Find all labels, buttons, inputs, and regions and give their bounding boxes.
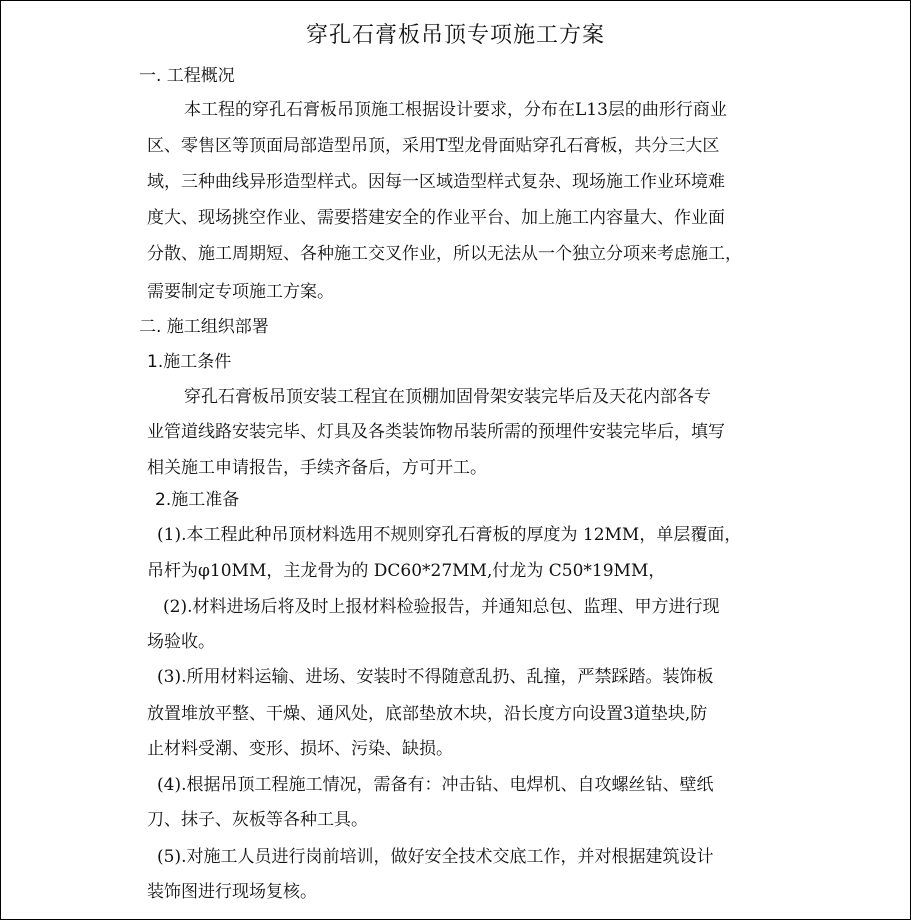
paragraph-line: 业管道线路安装完毕、灯具及各类装饰物吊装所需的预埋件安装完毕后，填写 (147, 422, 725, 442)
list-item-line: (5).对施工人员进行岗前培训，做好安全技术交底工作，并对根据建筑设计 (157, 847, 714, 867)
list-item-line: 止材料受潮、变形、损坏、污染、缺损。 (147, 739, 453, 759)
paragraph-line: 区、零售区等顶面局部造型吊顶，采用T型龙骨面贴穿孔石膏板，共分三大区 (147, 136, 720, 156)
subsection-heading-preparation: 2.施工准备 (155, 490, 240, 510)
list-item-line: (1).本工程此种吊顶材料选用不规则穿孔石膏板的厚度为 12MM，单层覆面， (157, 525, 742, 545)
paragraph-line: 相关施工申请报告，手续齐备后，方可开工。 (147, 458, 487, 478)
document-title: 穿孔石膏板吊顶专项施工方案 (305, 23, 605, 48)
paragraph-line: 度大、现场挑空作业、需要搭建安全的作业平台、加上施工内容量大、作业面 (147, 208, 725, 228)
paragraph-line: 本工程的穿孔石膏板吊顶施工根据设计要求，分布在L13层的曲形行商业 (184, 100, 727, 120)
paragraph-line: 域，三种曲线异形造型样式。因每一区域造型样式复杂、现场施工作业环境难 (147, 172, 725, 192)
paragraph-line: 分散、施工周期短、各种施工交叉作业，所以无法从一个独立分项来考虑施工， (147, 244, 742, 264)
list-item-line: (4).根据吊顶工程施工情况，需备有：冲击钻、电焊机、自攻螺丝钻、壁纸 (157, 775, 714, 795)
list-item-line: 场验收。 (147, 632, 215, 652)
section-heading-overview: 一. 工程概况 (139, 66, 235, 86)
paragraph-line: 穿孔石膏板吊顶安装工程宜在顶棚加固骨架安装完毕后及天花内部各专 (184, 387, 711, 407)
list-item-line: 吊杆为φ10MM，主龙骨为的 DC60*27MM,付龙为 C50*19MM， (147, 561, 666, 581)
list-item-line: (2).材料进场后将及时上报材料检验报告，并通知总包、监理、甲方进行现 (163, 597, 720, 617)
list-item-line: (3).所用材料运输、进场、安装时不得随意乱扔、乱撞，严禁踩踏。装饰板 (157, 667, 714, 687)
section-heading-organization: 二. 施工组织部署 (139, 317, 269, 337)
paragraph-line: 需要制定专项施工方案。 (147, 282, 334, 302)
subsection-heading-conditions: 1.施工条件 (147, 352, 232, 372)
list-item-line: 放置堆放平整、干燥、通风处，底部垫放木块，沿长度方向设置3道垫块,防 (147, 704, 708, 724)
list-item-line: 装饰图进行现场复核。 (147, 882, 317, 902)
list-item-line: 刀、抹子、灰板等各种工具。 (147, 810, 368, 830)
